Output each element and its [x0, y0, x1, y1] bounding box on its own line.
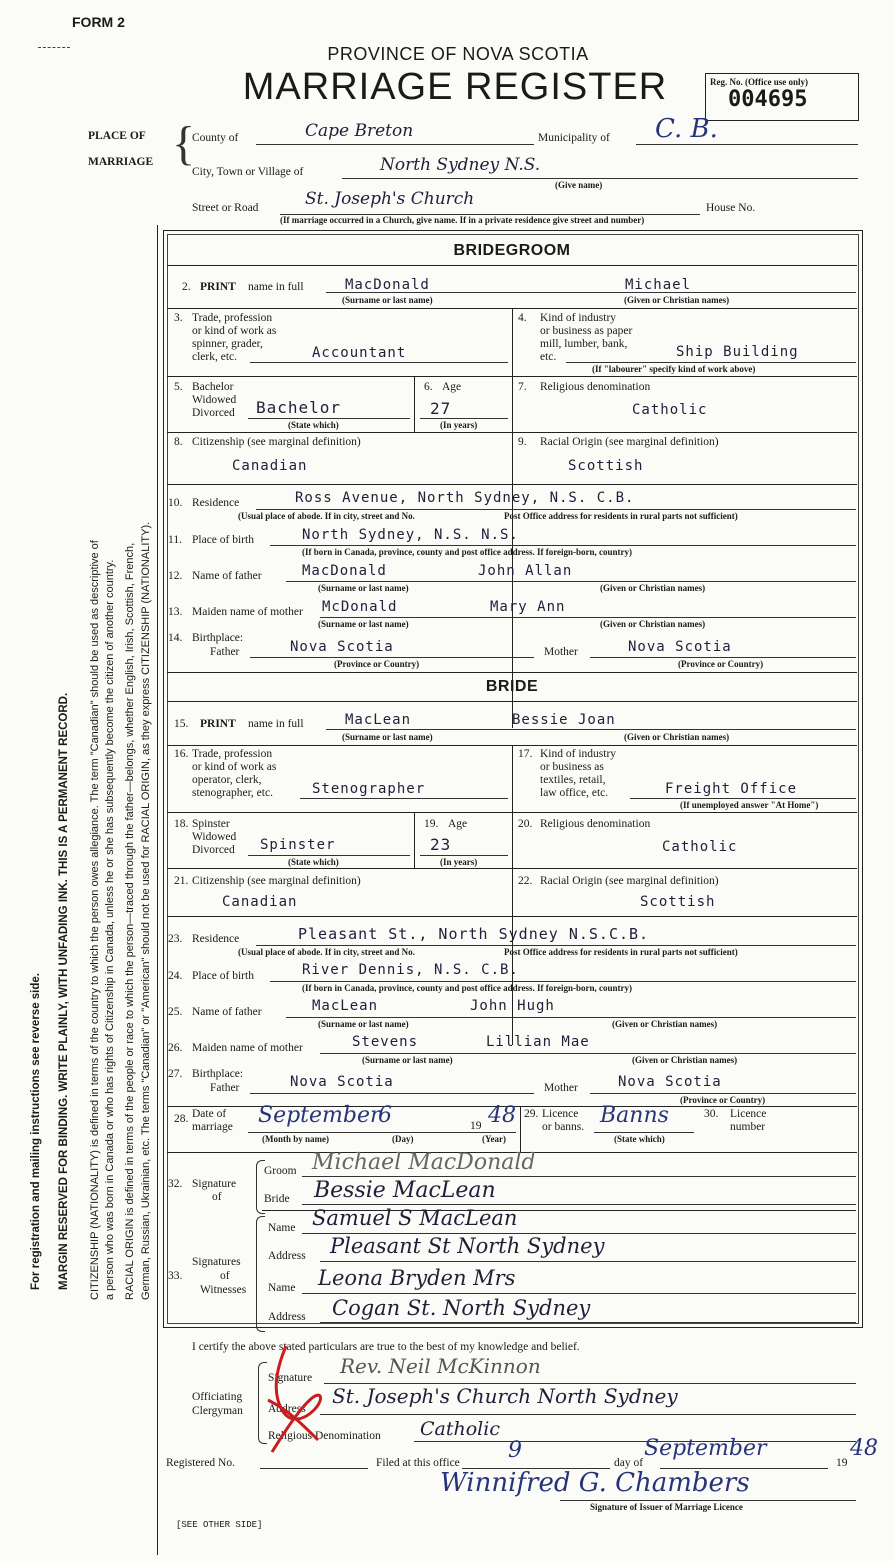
age-line [420, 855, 508, 856]
licence-number-label-1: Licence [730, 1108, 767, 1120]
licence-value: Banns [600, 1103, 669, 1128]
bride-industry: Freight Office [665, 781, 798, 797]
province-heading: PROVINCE OF NOVA SCOTIA [327, 44, 589, 64]
registered-no-label: Registered No. [166, 1457, 235, 1469]
rule [167, 265, 857, 266]
trade-label-3: spinner, grader, [192, 338, 263, 350]
province-caption: (Province or Country) [678, 659, 764, 669]
origin-label: Racial Origin (see marginal definition) [540, 436, 719, 448]
age-line [420, 418, 508, 419]
municipality-line [636, 144, 858, 145]
rule [167, 672, 857, 673]
address-label: Address [268, 1250, 306, 1262]
labourer-caption: (If "labourer" specify kind of work above) [592, 364, 756, 374]
bride-father-given: John Hugh [470, 998, 555, 1014]
given-caption: (Given or Christian names) [600, 619, 706, 629]
status-line [248, 855, 410, 856]
rule [167, 916, 857, 917]
field-no: 28. [174, 1113, 189, 1125]
bride-given: Bessie Joan [512, 712, 616, 728]
issuer-signature: Winnifred G. Chambers [440, 1468, 750, 1498]
bride-father-surname: MacLean [312, 998, 379, 1014]
industry-label-2: or business as paper [540, 325, 633, 337]
industry-label-4: etc. [540, 351, 557, 363]
print-label: PRINT [200, 281, 236, 293]
field-no: 23. [168, 933, 183, 945]
col-divider [414, 376, 415, 432]
rule [167, 432, 857, 433]
licence-label-2: or banns. [542, 1121, 585, 1133]
field-no: 26. [168, 1042, 183, 1054]
groom-surname: MacDonald [345, 277, 430, 293]
bride-age: 23 [430, 835, 452, 854]
mother-line [320, 617, 856, 618]
age-label: Age [442, 381, 462, 393]
father-line [286, 581, 856, 582]
name-label: Name [268, 1282, 296, 1294]
witness-bracket [256, 1216, 265, 1332]
bride-surname: MacLean [345, 712, 412, 728]
rule [167, 812, 857, 813]
bride-residence: Pleasant St., North Sydney N.S.C.B. [298, 925, 650, 943]
state-which-caption: (State which) [614, 1134, 665, 1144]
state-which-caption: (State which) [288, 857, 339, 867]
margin-citizenship-def-2: a person who was born in Canada or who has rights of Citizenship in Canada, unless he or she has subsequently become the citizen of another country. [104, 559, 116, 1300]
marriage-day: 6 [378, 1103, 392, 1128]
groom-mother-surname: McDonald [322, 599, 398, 615]
groom-sig-line [302, 1176, 856, 1177]
witnesses-label-2: of [220, 1270, 230, 1282]
field-no: 8. [174, 436, 183, 448]
w2-addr-line [320, 1322, 856, 1323]
bride-status: Spinster [260, 837, 336, 853]
county-value: Cape Breton [305, 121, 414, 141]
mother-bp-label: Mother [544, 1082, 578, 1094]
place-label-1: PLACE OF [88, 130, 146, 142]
industry-label-4: law office, etc. [540, 787, 609, 799]
bride-mother-given: Lillian Mae [486, 1034, 590, 1050]
clergy-sig-label: Signature [268, 1372, 313, 1384]
birthplace-line [270, 545, 856, 546]
groom-residence: Ross Avenue, North Sydney, N.S. C.B. [295, 490, 635, 506]
field-no: 2. [182, 281, 191, 293]
groom-status: Bachelor [256, 398, 342, 417]
place-label-2: MARRIAGE [88, 156, 154, 168]
age-label: Age [448, 818, 468, 830]
witness2-address: Cogan St. North Sydney [332, 1296, 591, 1320]
industry-label-3: textiles, retail, [540, 774, 606, 786]
unemployed-caption: (If unemployed answer "At Home") [680, 800, 819, 810]
name-label: Name [268, 1222, 296, 1234]
field-no: 20. [518, 818, 533, 830]
clergy-denomination: Catholic [420, 1418, 500, 1440]
trade-line [250, 362, 508, 363]
residence-label: Residence [192, 933, 240, 945]
birthplace-parents-label: Birthplace: [192, 632, 244, 644]
trade-label-2: or kind of work as [192, 761, 277, 773]
mother-line [320, 1053, 856, 1054]
birthplace-parents-label: Birthplace: [192, 1068, 244, 1080]
field-no: 18. [174, 818, 189, 830]
divorced-label: Divorced [192, 407, 235, 419]
birthplace-label: Place of birth [192, 534, 254, 546]
corner-mark [38, 47, 70, 48]
father-bp-label: Father [210, 646, 240, 658]
clergy-addr-line [320, 1414, 856, 1415]
father-bp-label: Father [210, 1082, 240, 1094]
red-check-mark-icon [258, 1340, 338, 1460]
reg-line [260, 1468, 368, 1469]
in-years-caption: (In years) [440, 420, 478, 430]
industry-line [566, 362, 856, 363]
groom-mother-bp: Nova Scotia [628, 639, 732, 655]
bridegroom-heading: BRIDEGROOM [453, 242, 571, 259]
groom-birthplace: North Sydney, N.S. N.S. [302, 527, 519, 543]
licence-number-label-2: number [730, 1121, 766, 1133]
county-label: County of [192, 132, 239, 144]
field-no: 21. [174, 875, 189, 887]
mother-bp-line [590, 657, 856, 658]
trade-label-4: clerk, etc. [192, 351, 238, 363]
field-no: 17. [518, 748, 533, 760]
col-divider [520, 1106, 521, 1152]
spinster-label: Spinster [192, 818, 230, 830]
residence-line [256, 509, 856, 510]
witness1-address: Pleasant St North Sydney [330, 1234, 605, 1258]
house-label: House No. [706, 202, 756, 214]
municipality-label: Municipality of [538, 132, 610, 144]
residence-line [256, 945, 856, 946]
bride-citizenship: Canadian [222, 894, 298, 910]
field-no: 29. [524, 1108, 539, 1120]
birthplace-caption: (If born in Canada, province, county and post office address. If foreign-born, country) [302, 547, 633, 557]
licence-label-1: Licence [542, 1108, 579, 1120]
marriage-year: 48 [488, 1103, 516, 1128]
witness1-name: Samuel S MacLean [312, 1206, 518, 1230]
month-caption: (Month by name) [262, 1134, 329, 1144]
residence-caption-2: Post Office address for residents in rural parts not sufficient) [504, 511, 738, 521]
place-note: (If marriage occurred in a Church, give name. If in a private residence give street and number) [280, 215, 645, 225]
rule [167, 484, 857, 485]
given-caption: (Given or Christian names) [624, 732, 730, 742]
given-caption: (Given or Christian names) [632, 1055, 738, 1065]
bride-origin: Scottish [640, 894, 716, 910]
birthplace-line [270, 981, 856, 982]
field-no: 30. [704, 1108, 719, 1120]
mother-label: Maiden name of mother [192, 606, 303, 618]
field-no: 12. [168, 570, 183, 582]
name-line [326, 729, 856, 730]
see-other-side: [SEE OTHER SIDE] [176, 1520, 263, 1530]
date-label-2: marriage [192, 1121, 233, 1133]
filed-day: 9 [508, 1438, 522, 1463]
groom-trade: Accountant [312, 345, 407, 361]
field-no: 10. [168, 497, 183, 509]
surname-caption: (Surname or last name) [318, 619, 409, 629]
bride-father-bp: Nova Scotia [290, 1074, 394, 1090]
margin-racial-def-2: German, Russian, Ukrainian, etc. The terms "Canadian" or "American" should not be used for RACIAL ORIGIN, as they express CITIZENSHIP (NATIONALITY). [140, 521, 152, 1300]
surname-caption: (Surname or last name) [342, 295, 433, 305]
groom-father-bp: Nova Scotia [290, 639, 394, 655]
father-label: Name of father [192, 1006, 262, 1018]
origin-label: Racial Origin (see marginal definition) [540, 875, 719, 887]
bachelor-label: Bachelor [192, 381, 234, 393]
citizenship-label: Citizenship (see marginal definition) [192, 875, 361, 887]
field-no: 19. [424, 818, 439, 830]
field-no: 3. [174, 312, 183, 324]
margin-binding-note: MARGIN RESERVED FOR BINDING. WRITE PLAINLY, WITH UNFADING INK. THIS IS A PERMANENT RECORD. [58, 692, 70, 1290]
marriage-month: September [258, 1103, 381, 1128]
mother-label: Maiden name of mother [192, 1042, 303, 1054]
bride-religion: Catholic [662, 839, 738, 855]
licence-line [594, 1132, 694, 1133]
groom-religion: Catholic [632, 402, 708, 418]
date-label-1: Date of [192, 1108, 227, 1120]
groom-origin: Scottish [568, 458, 644, 474]
field-no: 14. [168, 632, 183, 644]
margin-rule [157, 225, 158, 1555]
field-no: 4. [518, 312, 527, 324]
field-no: 11. [168, 534, 182, 546]
field-no: 5. [174, 381, 183, 393]
bride-heading: BRIDE [485, 678, 539, 695]
form-number: FORM 2 [72, 14, 125, 30]
bride-trade: Stenographer [312, 781, 426, 797]
groom-sig-label: Groom [264, 1165, 297, 1177]
groom-signature: Michael MacDonald [312, 1150, 536, 1175]
street-label: Street or Road [192, 202, 259, 214]
divorced-label: Divorced [192, 844, 235, 856]
citizenship-label: Citizenship (see marginal definition) [192, 436, 361, 448]
birthplace-label: Place of birth [192, 970, 254, 982]
reg-no-box [705, 73, 859, 121]
province-caption: (Province or Country) [334, 659, 420, 669]
filed-year-prefix: 19 [836, 1457, 848, 1469]
given-caption: (Given or Christian names) [624, 295, 730, 305]
father-line [286, 1017, 856, 1018]
groom-given: Michael [625, 277, 692, 293]
field-no: 9. [518, 436, 527, 448]
surname-caption: (Surname or last name) [342, 732, 433, 742]
name-in-full-label: name in full [248, 718, 304, 730]
state-which-caption: (State which) [288, 420, 339, 430]
page-title: MARRIAGE REGISTER [242, 66, 668, 108]
surname-caption: (Surname or last name) [318, 1019, 409, 1029]
industry-label-1: Kind of industry [540, 748, 617, 760]
bride-birthplace: River Dennis, N.S. C.B. [302, 962, 519, 978]
groom-age: 27 [430, 399, 452, 418]
city-value: North Sydney N.S. [380, 155, 541, 175]
widowed-label: Widowed [192, 831, 237, 843]
county-line [256, 144, 534, 145]
trade-label-3: operator, clerk, [192, 774, 262, 786]
day-caption: (Day) [392, 1134, 414, 1144]
clergy-address: St. Joseph's Church North Sydney [332, 1384, 678, 1408]
father-bp-line [250, 1093, 534, 1094]
filed-month: September [644, 1436, 767, 1461]
address-label: Address [268, 1311, 306, 1323]
given-caption: (Given or Christian names) [600, 583, 706, 593]
year-caption: (Year) [482, 1134, 506, 1144]
clergy-signature: Rev. Neil McKinnon [340, 1354, 541, 1378]
margin-racial-def: RACIAL ORIGIN is defined in terms of the people or race to which the person—traced through the father—belongs, whether English, Irish, Scottish, French, [124, 542, 136, 1300]
witnesses-label-1: Signatures [192, 1256, 241, 1268]
in-years-caption: (In years) [440, 857, 478, 867]
field-no: 27. [168, 1068, 183, 1080]
signature-label-2: of [212, 1191, 222, 1203]
field-no: 7. [518, 381, 527, 393]
issuer-line [560, 1500, 856, 1501]
groom-father-surname: MacDonald [302, 563, 387, 579]
clergy-addr-label: Address [268, 1403, 306, 1415]
w1-addr-line [320, 1261, 856, 1262]
residence-caption: (Usual place of abode. If in city, street and No. [238, 947, 415, 957]
margin-instructions-note: For registration and mailing instructions see reverse side. [30, 973, 42, 1290]
give-name-caption: (Give name) [555, 180, 603, 190]
religion-label: Religious denomination [540, 381, 651, 393]
city-label: City, Town or Village of [192, 166, 304, 178]
reg-no-value: 004695 [728, 87, 808, 112]
religion-label: Religious denomination [540, 818, 651, 830]
mother-bp-label: Mother [544, 646, 578, 658]
groom-father-given: John Allan [478, 563, 573, 579]
reg-no-label: Reg. No. (Office use only) [710, 77, 808, 87]
groom-mother-given: Mary Ann [490, 599, 566, 615]
field-no: 24. [168, 970, 183, 982]
place-brace: { [172, 117, 196, 170]
witnesses-label-3: Witnesses [200, 1284, 247, 1296]
widowed-label: Widowed [192, 394, 237, 406]
day-of-label: day of [614, 1457, 644, 1469]
trade-line [300, 798, 508, 799]
street-value: St. Joseph's Church [305, 189, 475, 209]
bride-signature: Bessie MacLean [314, 1178, 496, 1203]
denomination-line [414, 1441, 856, 1442]
name-in-full-label: name in full [248, 281, 304, 293]
groom-industry: Ship Building [676, 344, 799, 360]
denomination-label: Religious Denomination [268, 1430, 381, 1442]
bride-sig-line [302, 1204, 856, 1205]
field-no: 32. [168, 1178, 183, 1190]
margin-citizenship-def: CITIZENSHIP (NATIONALITY) is defined in terms of the country to which the person owes allegiance. The term "Canadian" should be used as descriptive of [89, 540, 101, 1300]
filed-year: 48 [850, 1436, 878, 1461]
rule [167, 868, 857, 869]
industry-label-3: mill, lumber, bank, [540, 338, 628, 350]
field-no: 13. [168, 606, 183, 618]
w2-name-line [302, 1293, 856, 1294]
field-no: 6. [424, 381, 433, 393]
municipality-value: C. B. [655, 114, 718, 144]
residence-label: Residence [192, 497, 240, 509]
surname-caption: (Surname or last name) [318, 583, 409, 593]
filed-label: Filed at this office [376, 1457, 460, 1469]
witness2-name: Leona Bryden Mrs [318, 1266, 516, 1290]
trade-label-4: stenographer, etc. [192, 787, 273, 799]
status-line [248, 418, 410, 419]
field-no: 15. [174, 718, 189, 730]
bride-mother-bp: Nova Scotia [618, 1074, 722, 1090]
province-caption: (Province or Country) [680, 1095, 766, 1105]
trade-label-1: Trade, profession [192, 748, 273, 760]
rule [167, 376, 857, 377]
field-no: 22. [518, 875, 533, 887]
industry-label-1: Kind of industry [540, 312, 617, 324]
industry-label-2: or business as [540, 761, 604, 773]
year-prefix: 19 [470, 1120, 482, 1132]
industry-line [630, 798, 856, 799]
rule [167, 701, 857, 702]
bride-sig-label: Bride [264, 1193, 290, 1205]
given-caption: (Given or Christian names) [612, 1019, 718, 1029]
groom-citizenship: Canadian [232, 458, 308, 474]
col-divider [414, 812, 415, 868]
residence-caption: (Usual place of abode. If in city, street and No. [238, 511, 415, 521]
birthplace-caption: (If born in Canada, province, county and post office address. If foreign-born, country) [302, 983, 633, 993]
officiating-label-1: Officiating [192, 1391, 243, 1403]
print-label: PRINT [200, 718, 236, 730]
residence-caption-2: Post Office address for residents in rural parts not sufficient) [504, 947, 738, 957]
officiating-label-2: Clergyman [192, 1405, 243, 1417]
field-no: 25. [168, 1006, 183, 1018]
field-no: 33. [168, 1270, 183, 1282]
surname-caption: (Surname or last name) [362, 1055, 453, 1065]
signature-label-1: Signature [192, 1178, 237, 1190]
certify-statement: I certify the above stated particulars are true to the best of my knowledge and belief. [192, 1341, 580, 1353]
issuer-caption: Signature of Issuer of Marriage Licence [590, 1502, 743, 1512]
field-no: 16. [174, 748, 189, 760]
bride-mother-surname: Stevens [352, 1034, 419, 1050]
mother-bp-line [590, 1093, 856, 1094]
trade-label-2: or kind of work as [192, 325, 277, 337]
city-line [342, 178, 858, 179]
father-bp-line [250, 657, 534, 658]
father-label: Name of father [192, 570, 262, 582]
trade-label-1: Trade, profession [192, 312, 273, 324]
